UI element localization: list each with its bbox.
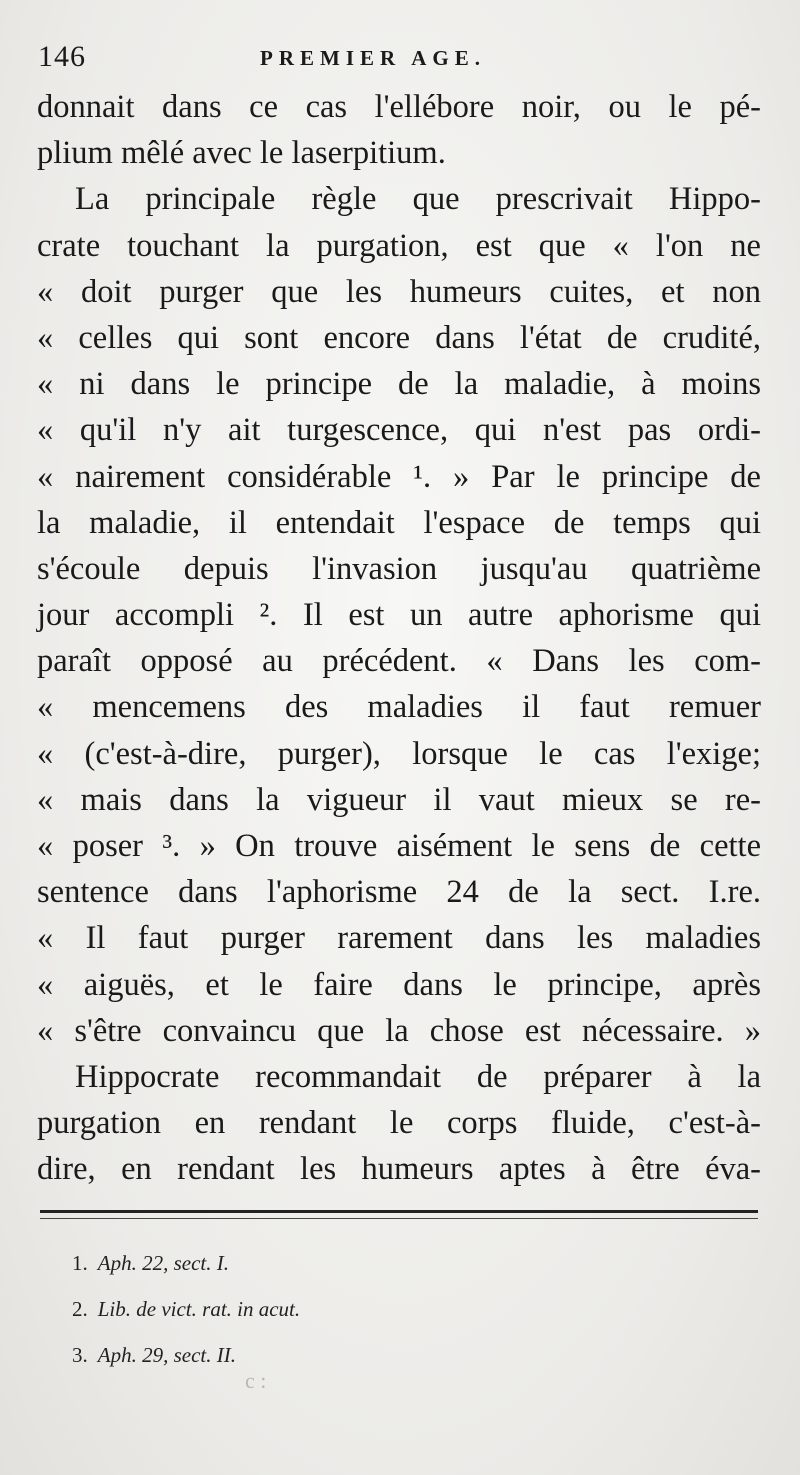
text-line: paraît opposé au précédent. « Dans les com- [37,643,761,680]
page-header [38,40,760,84]
footnote-rule [40,1210,758,1213]
text-line: dire, en rendant les humeurs aptes à être éva- [37,1151,761,1188]
body-text [37,84,761,1193]
footnote-number: 2. [72,1297,88,1321]
text-line: purgation en rendant le corps fluide, c'est-à- [37,1105,761,1142]
footnote-rule-thin [40,1218,758,1219]
text-line: « doit purger que les humeurs cuites, et non [37,273,761,310]
text-line: « mencemens des maladies il faut remuer [37,689,761,726]
text-line: Hippocrate recommandait de préparer à la [75,1058,761,1095]
footnote-number: 3. [72,1343,88,1367]
text-line: « celles qui sont encore dans l'état de crudité, [37,319,761,356]
text-line: « Il faut purger rarement dans les maladies [37,920,761,957]
text-line: sentence dans l'aphorisme 24 de la sect. I.re. [37,874,761,911]
footnote-text: Aph. 22, sect. I. [97,1251,229,1275]
footnote-text: Aph. 29, sect. II. [97,1343,236,1367]
running-head: PREMIER AGE. [260,46,487,70]
text-line: « aiguës, et le faire dans le principe, après [37,966,761,1003]
text-line: La principale règle que prescrivait Hippo- [75,181,761,218]
text-line: la maladie, il entendait l'espace de temps qui [37,504,761,541]
text-line: jour accompli ². Il est un autre aphorisme qui [37,597,761,634]
bleed-through-mark: c : [245,1368,267,1393]
text-line: « mais dans la vigueur il vaut mieux se re- [37,781,761,818]
footnote [72,1286,572,1332]
footnote-text: Lib. de vict. rat. in acut. [97,1297,301,1321]
text-line: « qu'il n'y ait turgescence, qui n'est pas ordi- [37,412,761,449]
text-line: crate touchant la purgation, est que « l'on ne [37,227,761,264]
footnote [72,1240,572,1286]
text-line: « (c'est-à-dire, purger), lorsque le cas l'exige; [37,735,761,772]
text-line: « s'être convaincu que la chose est nécessaire. » [37,1012,761,1049]
text-line: « nairement considérable ¹. » Par le principe de [37,458,761,495]
text-line: donnait dans ce cas l'ellébore noir, ou le pé- [37,89,761,125]
text-line: s'écoule depuis l'invasion jusqu'au quatrième [37,550,761,587]
text-line: plium mêlé avec le laserpitium. [37,135,446,172]
text-line: « poser ³. » On trouve aisément le sens de cette [37,828,761,864]
footnotes [72,1240,572,1378]
footnote-number: 1. [72,1251,88,1275]
text-line: « ni dans le principe de la maladie, à moins [37,366,761,403]
page-number: 146 [38,40,86,73]
footnote [72,1332,572,1378]
